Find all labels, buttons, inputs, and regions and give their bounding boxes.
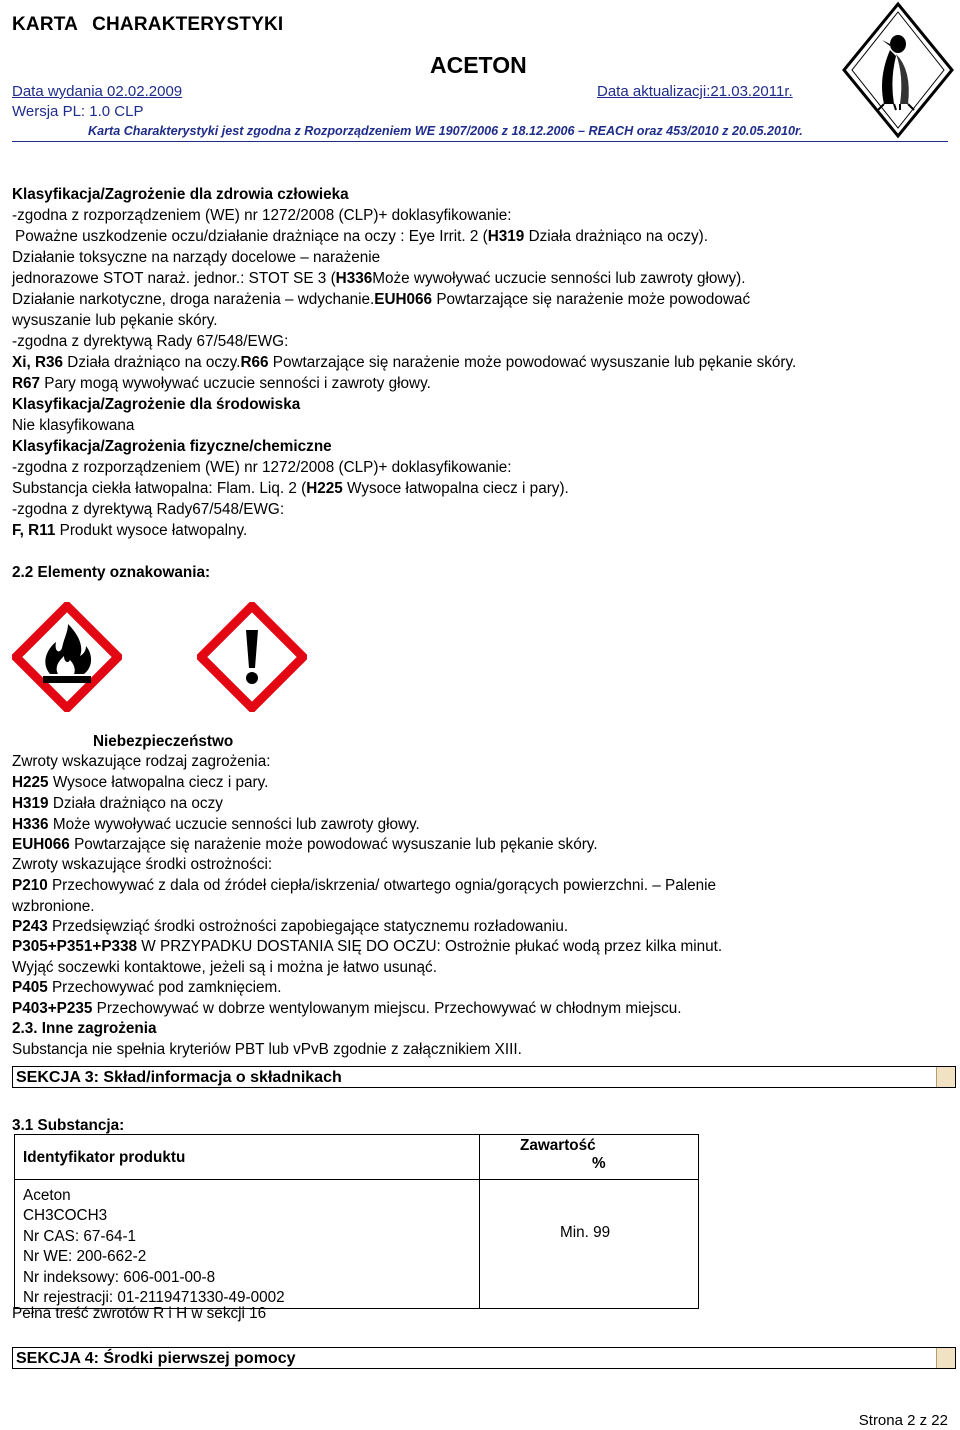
stot-line2: jednorazowe STOT naraż. jednor.: STOT SE 3 (H336Może wywoływać uczucie senności lub zawroty głowy). [12, 270, 746, 287]
composition-table [14, 1134, 699, 1309]
precautionary-p305-cont: Wyjąć soczewki kontaktowe, jeżeli są i można je łatwo usunąć. [12, 959, 437, 976]
section-4-header [12, 1347, 956, 1369]
environment-heading: Klasyfikacja/Zagrożenie dla środowiska [12, 396, 301, 413]
exclamation-mark-pictogram-icon [197, 602, 307, 712]
section-3-strip [936, 1067, 955, 1087]
physical-clp-intro: -zgodna z rozporządzeniem (WE) nr 1272/2008 (CLP)+ doklasyfikowanie: [12, 459, 512, 476]
precautionary-p210: P210 Przechowywać z dala od źródeł ciepła/iskrzenia/ otwartego ognia/gorących powierzchni. – Palenie [12, 877, 717, 894]
directive-intro: -zgodna z dyrektywą Rady 67/548/EWG: [12, 333, 289, 350]
flame-pictogram-icon [12, 602, 122, 712]
precautionary-p405: P405 Przechowywać pod zamknięciem. [12, 979, 282, 996]
table-row [15, 1180, 699, 1309]
label-elements-heading: 2.2 Elementy oznakowania: [12, 564, 211, 581]
regulation-note: Karta Charakterystyki jest zgodna z Rozporządzeniem WE 1907/2006 z 18.12.2006 – REACH oraz 453/2010 z 20.05.2010r. [88, 124, 803, 138]
identifier-cas: Nr CAS: 67-64-1 [23, 1227, 137, 1245]
table-cell-content [480, 1180, 699, 1309]
title-word-charakterystyki: CHARAKTERYSTYKI [92, 14, 284, 35]
precautionary-p403: P403+P235 Przechowywać w dobrze wentylowanym miejscu. Przechowywać w chłodnym miejscu. [12, 1000, 682, 1017]
table-header-identifier: Identyfikator produktu [15, 1135, 480, 1180]
section-4-strip [936, 1348, 955, 1368]
f-r11-line: F, R11 Produkt wysoce łatwopalny. [12, 522, 248, 539]
update-date: Data aktualizacji:21.03.2011r. [597, 83, 793, 100]
environment-text: Nie klasyfikowana [12, 417, 135, 434]
identifier-registration: Nr rejestracji: 01-2119471330-49-0002 [23, 1289, 285, 1307]
precautionary-p243: P243 Przedsięwziąć środki ostrożności zapobiegające statycznemu rozładowaniu. [12, 918, 569, 935]
signal-word: Niebezpieczeństwo [93, 733, 234, 750]
physical-hazard-heading: Klasyfikacja/Zagrożenia fizyczne/chemiczne [12, 438, 332, 455]
precautionary-intro: Zwroty wskazujące środki ostrożności: [12, 856, 273, 873]
identifier-we: Nr WE: 200-662-2 [23, 1248, 147, 1266]
hazard-statements-intro: Zwroty wskazujące rodzaj zagrożenia: [12, 753, 271, 770]
identifier-name: Aceton [23, 1187, 71, 1204]
table-header-content: Zawartość % [480, 1135, 699, 1180]
title-word-karta: KARTA [12, 14, 79, 35]
header-divider [12, 141, 948, 142]
precautionary-p305: P305+P351+P338 W PRZYPADKU DOSTANIA SIĘ DO OCZU: Ostrożnie płukać wodą przez kilka minut. [12, 938, 723, 955]
penguin-logo-icon [838, 0, 958, 140]
narcotic-effect-cont: wysuszanie lub pękanie skóry. [12, 312, 218, 329]
r-h-phrases-footnote: Pełna treść zwrotów R i H w sekcji 16 [12, 1305, 267, 1322]
health-classification-heading: Klasyfikacja/Zagrożenie dla zdrowia człowieka [12, 186, 349, 203]
content-value: Min. 99 [560, 1224, 611, 1241]
physical-directive-intro: -zgodna z dyrektywą Rady67/548/EWG: [12, 501, 285, 518]
document-title [12, 14, 297, 36]
other-hazards-heading: 2.3. Inne zagrożenia [12, 1020, 157, 1037]
precautionary-p210-cont: wzbronione. [12, 898, 95, 915]
table-cell-identifiers [15, 1180, 480, 1309]
identifier-formula: CH3COCH3 [23, 1207, 108, 1225]
hazard-statement-h336: H336 Może wywoływać uczucie senności lub zawroty głowy. [12, 816, 420, 833]
page-number: Strona 2 z 22 [858, 1412, 948, 1429]
r67-line: R67 Pary mogą wywoływać uczucie senności i zawroty głowy. [12, 375, 431, 392]
narcotic-effect: Działanie narkotyczne, droga narażenia – wdychanie.EUH066 Powtarzające się narażenie może powodować [12, 291, 751, 308]
section-3-title: SEKCJA 3: Skład/informacja o składnikach [16, 1069, 342, 1086]
eye-classification: Poważne uszkodzenie oczu/działanie drażniące na oczy : Eye Irrit. 2 (H319 Działa drażniąco na oczy). [15, 228, 708, 245]
section-3-header [12, 1066, 956, 1088]
other-hazards-text: Substancja nie spełnia kryteriów PBT lub vPvB zgodnie z załącznikiem XIII. [12, 1041, 522, 1058]
section-4-title: SEKCJA 4: Środki pierwszej pomocy [16, 1350, 296, 1367]
flam-liq-line: Substancja ciekła łatwopalna: Flam. Liq. 2 (H225 Wysoce łatwopalna ciecz i pary). [12, 480, 569, 497]
issue-date: Data wydania 02.02.2009 [12, 83, 183, 100]
substance-subheading: 3.1 Substancja: [12, 1117, 125, 1134]
xi-r36-r66-line: Xi, R36 Działa drażniąco na oczy.R66 Powtarzające się narażenie może powodować wysuszanie lub pękanie skóry. [12, 354, 797, 371]
product-name: ACETON [430, 52, 527, 78]
hazard-statement-h225: H225 Wysoce łatwopalna ciecz i pary. [12, 774, 269, 791]
version-label: Wersja PL: 1.0 CLP [12, 103, 144, 120]
table-header-row [15, 1135, 699, 1180]
stot-line1: Działanie toksyczne na narządy docelowe – narażenie [12, 249, 381, 266]
identifier-index: Nr indeksowy: 606-001-00-8 [23, 1268, 216, 1286]
hazard-statement-euh066: EUH066 Powtarzające się narażenie może powodować wysuszanie lub pękanie skóry. [12, 836, 598, 853]
clp-intro: -zgodna z rozporządzeniem (WE) nr 1272/2008 (CLP)+ doklasyfikowanie: [12, 207, 512, 224]
hazard-statement-h319: H319 Działa drażniąco na oczy [12, 795, 223, 812]
